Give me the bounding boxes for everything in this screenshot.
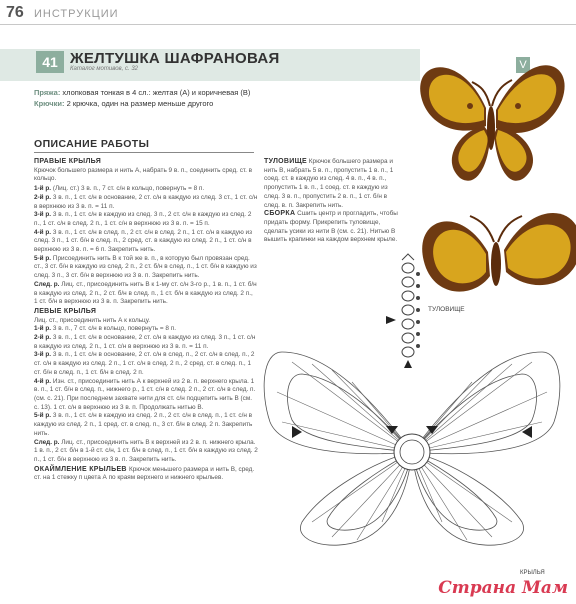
row-text: 3 в. п., 1 ст. с/н в каждую из след. 3 п., 2 ст. с/н в каждую из след. 2 п., 1 ст. с/н в след. 2 п., 1 ст. с/н в верхнюю из 3 в. п. = 15 п. xyxy=(34,211,252,227)
wings-chart xyxy=(262,322,562,562)
left-wings-intro: Лиц. ст., присоединить нить А к кольцу. xyxy=(34,316,151,324)
row-label: 2-й р. xyxy=(34,193,52,201)
right-wings-row xyxy=(34,255,258,281)
row-label: 4-й р. xyxy=(34,228,52,236)
assembly-heading: СБОРКА xyxy=(264,210,296,218)
right-wings-row xyxy=(34,211,258,228)
edging-text: Крючок меньшего размера и нить В, сред. ст. на 1 стежку п цвета А по краям верхнего и нижнего крыльев. xyxy=(34,465,255,482)
right-wings-row xyxy=(34,229,258,255)
page-number: 76 xyxy=(6,4,24,21)
row-label: 1-й р. xyxy=(34,185,52,193)
materials-yarn xyxy=(34,88,414,97)
row-label: 4-й р. xyxy=(34,377,52,385)
corner-mark: V xyxy=(516,57,530,73)
materials-yarn-label: Пряжа: xyxy=(34,88,61,97)
assembly-text: Сшить центр и прогладить, чтобы придать форму. Прикрепить туловище, сделать усики из нити В (см. с. 21). Нитью В вышить крапинки на каждом верхнем крыле. xyxy=(264,210,398,244)
materials-hooks xyxy=(34,99,414,108)
row-label: След. р. xyxy=(34,280,60,288)
row-text: 3 в. п., 1 ст. с/н в каждую из след. 2 п., 2 ст. с/н в след. п., 1 ст. с/н в каждую из след. 2 п., 1 сред. ст. в след. п., 3 ст. б/н в след. 2 п. Закрепить нить. xyxy=(34,412,253,437)
left-wings-row xyxy=(34,378,258,413)
header-divider xyxy=(0,24,576,25)
body-heading: ТУЛОВИЩЕ xyxy=(264,158,308,165)
body-section xyxy=(264,158,404,210)
row-text: 3 в. п., 1 ст. с/н в след. п., 2 ст. с/н в след. 2 п., 1 ст. с/н в каждую из след. 3 п., 1 ст. б/н в след. п., 2 сред. ст. в каждую из след. 2 п., 1 ст. с/н в верхнюю из 3 в. п. = 6 п. Закрепить нить. xyxy=(34,228,253,254)
row-label: 2-й р. xyxy=(34,334,52,342)
pattern-subtitle: Каталог мотивов, с. 32 xyxy=(70,66,139,72)
left-wings-row xyxy=(34,412,258,438)
row-text: 3 в. п., 1 ст. с/н в основание, 2 ст. с/н в след. п., 2 ст. с/н в след. п., 2 ст. с/н в каждую из след. 2 п., 1 ст. с/н в след. 2 п., 2 сред. ст. в след. п., 1 ст. б/н в след. п., 1 ст. б/н в след. 2 п. xyxy=(34,351,255,376)
butterfly-photo-top xyxy=(420,65,564,181)
assembly-section xyxy=(264,210,404,245)
description-divider xyxy=(34,152,254,153)
right-wings-row xyxy=(34,281,258,307)
left-wings-heading: ЛЕВЫЕ КРЫЛЬЯ xyxy=(34,307,97,315)
row-text: Присоединить нить В к той же в. п., в которую был провязан сред. ст., 3 ст. б/н в каждую из след. 2 п., 2 ст. б/н в след. п., 1 ст. б/н в каждую из след. 3 п., 3 ст. б/н в верхнюю из 3 в. п. Закрепить нить. xyxy=(34,254,257,280)
pattern-title: ЖЕЛТУШКА ШАФРАНОВАЯ xyxy=(70,50,280,67)
row-text: 3 в. п., 7 ст. с/н в кольцо, повернуть = 8 п. xyxy=(52,325,176,333)
row-text: Лиц. ст., присоединить нить В к 1-му ст. с/н 3-го р., 1 в. п., 1 ст. б/н в каждую из след. 2 п., 2 ст. б/н в след. п., 1 ст. б/н в каждую из след. 2 п., 1 ст. б/н в верхнюю из 3 в. п. Закрепить нить. xyxy=(34,280,257,306)
left-wings-row xyxy=(34,439,258,465)
left-wings-row xyxy=(34,334,258,351)
site-watermark: Страна Мам xyxy=(438,578,568,598)
wings-chart-label: КРЫЛЬЯ xyxy=(520,570,545,576)
edging-heading-text: ОКАЙМЛЕНИЕ КРЫЛЬЕВ xyxy=(34,465,127,473)
left-wings-row xyxy=(34,351,258,377)
row-text: (Лиц. ст.) 3 в. п., 7 ст. с/н в кольцо, повернуть = 8 п. xyxy=(52,185,205,193)
right-wings-intro: Крючок большего размера и нить А, набрать 9 в. п., соединить сред. ст. в кольцо. xyxy=(34,166,253,183)
row-label: 5-й р. xyxy=(34,412,52,420)
row-label: 1-й р. xyxy=(34,325,52,333)
edging-heading xyxy=(34,466,258,483)
row-text: Изн. ст., присоединить нить А к верхней из 2 в. п. верхнего крыла. 1 в. п., 1 ст. б/н в след. п., нижнего р., 1 ст. с/н в след. 2 п., 2 ст. с/н в след. п. (см. с. 21). При последнем захвате нити для ст. с/н подцепить нить В (см. с. 13). 1 ст. с/н в верхнюю из 3 в. п. Продолжать нитью В. xyxy=(34,377,256,411)
materials-yarn-text: хлопковая тонкая в 4 сл.: желтая (А) и коричневая (В) xyxy=(62,88,251,97)
right-wings-heading: ПРАВЫЕ КРЫЛЬЯ xyxy=(34,158,102,165)
row-text: 3 в. п., 1 ст. с/н в основание, 2 ст. с/н в каждую из след. 3 п., 1 ст. с/н в каждую из след. 2 п., 1 ст. с/н в верхнюю из 3 в. п. = 11 п. xyxy=(34,334,256,350)
row-text: 3 в. п., 1 ст. с/н в основание, 2 ст. с/н в каждую из след. 3 ст., 1 ст. с/н в верхнюю из 3 в. п. = 11 п. xyxy=(34,193,258,210)
right-wings-row xyxy=(34,194,258,211)
body-assembly-column xyxy=(264,158,404,245)
row-label: 5-й р. xyxy=(34,254,52,262)
row-label: 3-й р. xyxy=(34,351,52,359)
materials-hooks-label: Крючки: xyxy=(34,99,65,108)
body-chart-label: ТУЛОВИЩЕ xyxy=(428,306,465,313)
row-label: След. р. xyxy=(34,438,60,446)
section-title: ИНСТРУКЦИИ xyxy=(34,8,119,20)
right-wings-row xyxy=(34,185,258,194)
pattern-number-badge: 41 xyxy=(36,51,64,73)
left-wings-row xyxy=(34,325,258,334)
materials-hooks-text: 2 крючка, один на размер меньше другого xyxy=(66,99,214,108)
row-label: 3-й р. xyxy=(34,211,52,219)
body-text: Крючок большего размера и нить В, набрать 5 в. п., пропустить 1 в. п., 1 соед. ст. в каждую из след. 4 в. п., 4 в. п., пропустить 1 в. п., 1 соед. ст. в каждую из след. 3 в. п., пропустить 2 в. п., 1 ст. б/н в след. в. п. Закрепить нить. xyxy=(264,158,394,209)
description-heading: ОПИСАНИЕ РАБОТЫ xyxy=(34,138,150,150)
row-text: Лиц. ст., присоединить нить В к верхней из 2 в. п. нижнего крыла. 1 в. п., 2 ст. б/н в 1-й ст. с/н, 1 ст. б/н в след. п., 1 ст. б/н в каждую из след. 2 п., 1 ст. б/н в верхнюю из 3 в. п. Закрепить нить. xyxy=(34,438,258,463)
instructions-column xyxy=(34,158,258,483)
